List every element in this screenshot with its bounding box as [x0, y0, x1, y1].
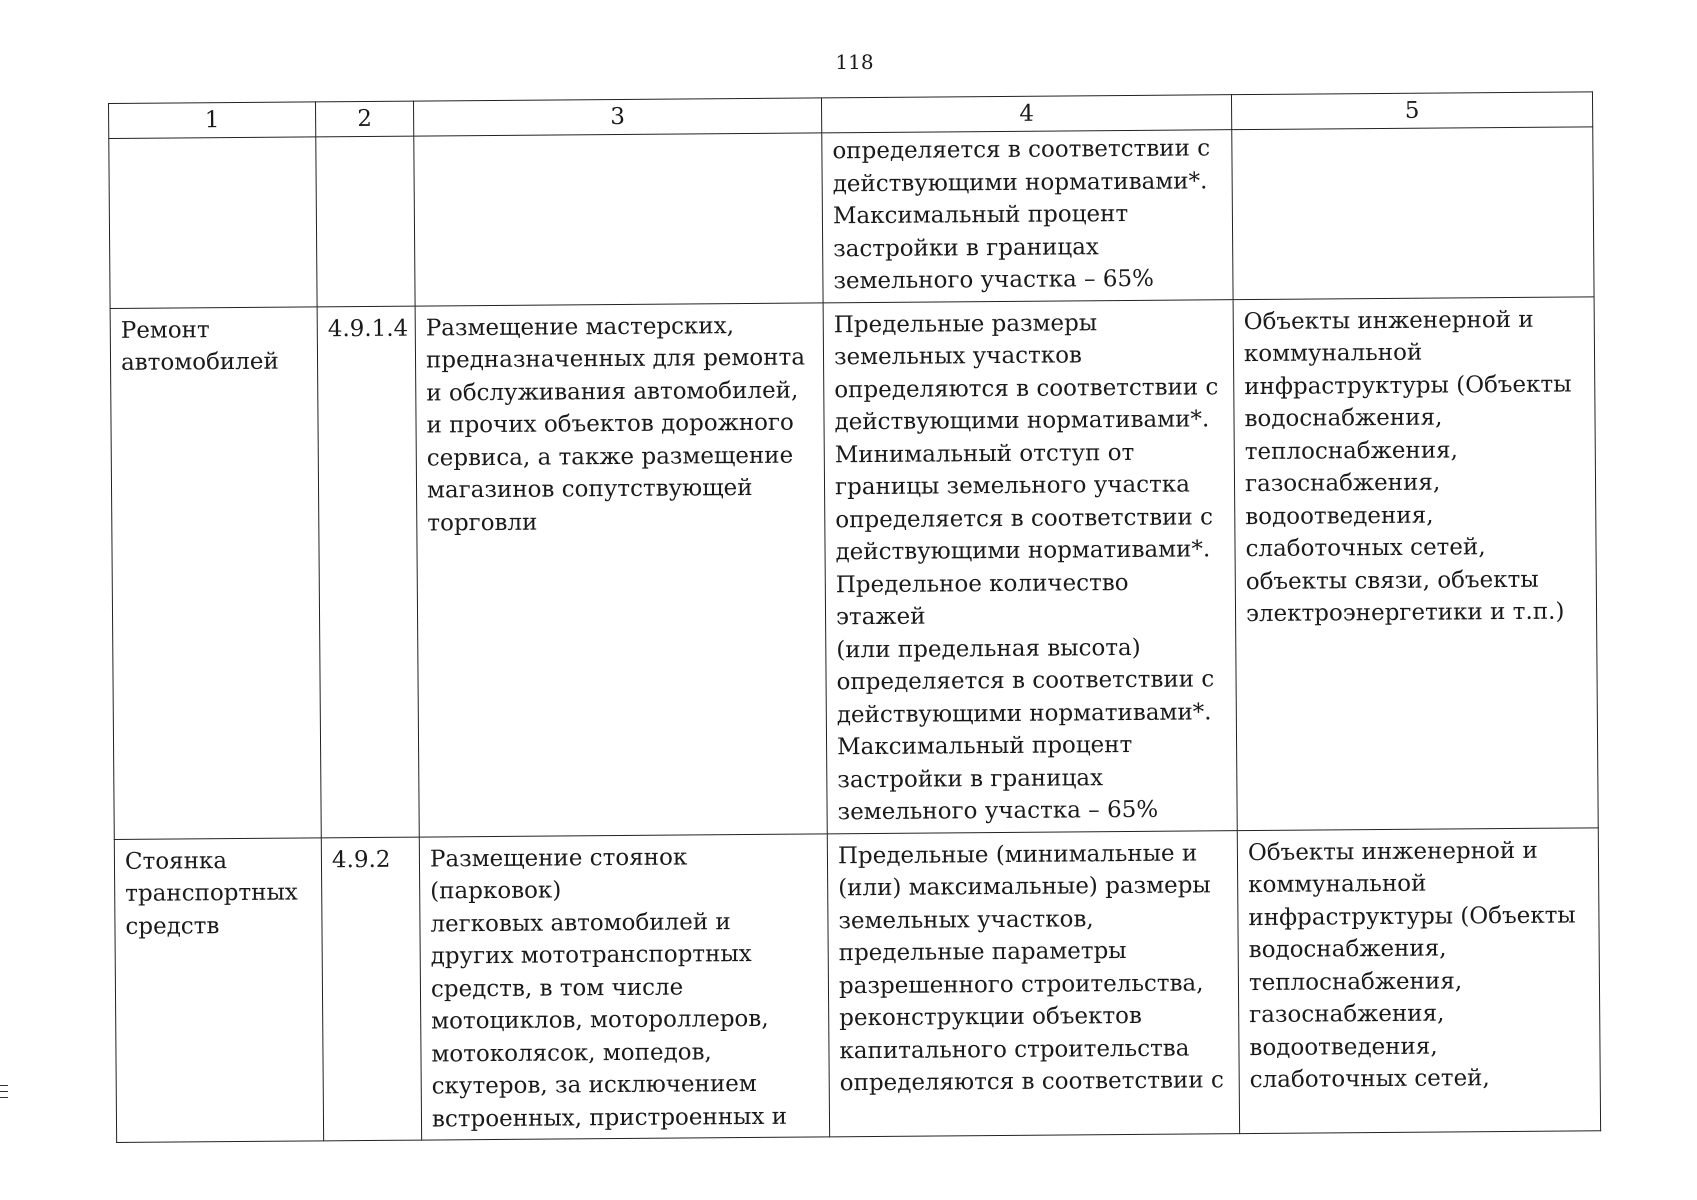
use-code-cell: [317, 306, 419, 838]
page-number-text: 118: [835, 50, 874, 74]
column-header-1: 1: [109, 102, 316, 139]
auxiliary-uses-cell: [1233, 296, 1598, 830]
parameters-text: Предельные размеры земельных участков определяются в соответствии с действующими нормативами*. Минимальный отступ от границы земельного участка определяется в соответствии с действующими нормативами*. Предельное количество этажей (или предельная высота) определяется в соответствии с действующими нормативами*. Максимальный процент застройки в границах земельного участка – 65%: [833, 309, 1219, 826]
column-header-3: 3: [413, 98, 821, 136]
auxiliary-uses-cell: [1237, 827, 1600, 1133]
table-row: [110, 296, 1598, 839]
use-code-cell: [316, 136, 415, 306]
use-description-cell: [415, 302, 827, 836]
use-name-cell: [114, 837, 323, 1142]
parameters-cell: [822, 130, 1233, 303]
scan-edge-mark: [0, 1097, 8, 1103]
land-use-regulations-table: [108, 91, 1601, 1143]
auxiliary-uses-cell: [1232, 127, 1594, 299]
auxiliary-uses-text: Объекты инженерной и коммунальной инфраструктуры (Объекты водоснабжения, теплоснабжения, газоснабжения, водоотведения, слаботочных сетей,: [1247, 837, 1576, 1094]
column-header-5: 5: [1231, 92, 1592, 130]
use-code-text: 4.9.1.4: [327, 315, 409, 342]
auxiliary-uses-text: Объекты инженерной и коммунальной инфраструктуры (Объекты водоснабжения, теплоснабжения, газоснабжения, водоотведения, слаботочных сетей, объекты связи, объекты электроэнергетики и т.п.): [1243, 306, 1572, 628]
column-header-2: 2: [315, 101, 413, 137]
use-description-cell: [414, 133, 823, 306]
use-name-text: Стоянка транспортных средств: [124, 847, 298, 940]
column-header-4: 4: [821, 95, 1231, 133]
use-code-text: 4.9.2: [331, 846, 391, 873]
use-description-text: [424, 139, 811, 142]
page-number: [0, 50, 1697, 74]
use-name-cell: [109, 137, 317, 308]
use-description-text: Размещение стоянок (парковок) легковых автомобилей и других мототранспортных средств, в том числе мотоциклов, мотороллеров, мотоколясок, мопедов, скутеров, за исключением встроенных, пристроенных и: [429, 843, 788, 1132]
parameters-cell: [823, 299, 1237, 833]
table-row: [114, 827, 1600, 1142]
parameters-cell: [827, 830, 1239, 1137]
use-name-text: [119, 143, 305, 144]
use-name-cell: [110, 306, 321, 839]
parameters-text: определяется в соответствии с действующими нормативами*. Максимальный процент застройки в границах земельного участка – 65%: [832, 135, 1211, 295]
use-description-cell: [419, 833, 829, 1140]
scan-edge-marks: [0, 1085, 8, 1103]
table-row: [109, 127, 1594, 308]
parameters-text: Предельные (минимальные и (или) максимальные) размеры земельных участков, предельные параметры разрешенного строительства, реконструкции объектов капитального строительства определяются в соответствии с: [837, 839, 1224, 1097]
use-code-text: [326, 143, 403, 144]
use-code-cell: [321, 837, 421, 1141]
use-name-text: Ремонт автомобилей: [120, 316, 279, 376]
use-description-text: Размещение мастерских, предназначенных для ремонта и обслуживания автомобилей, и прочих объектов дорожного сервиса, а также размещение магазинов сопутствующей торговли: [425, 312, 806, 537]
auxiliary-uses-text: [1242, 133, 1582, 136]
